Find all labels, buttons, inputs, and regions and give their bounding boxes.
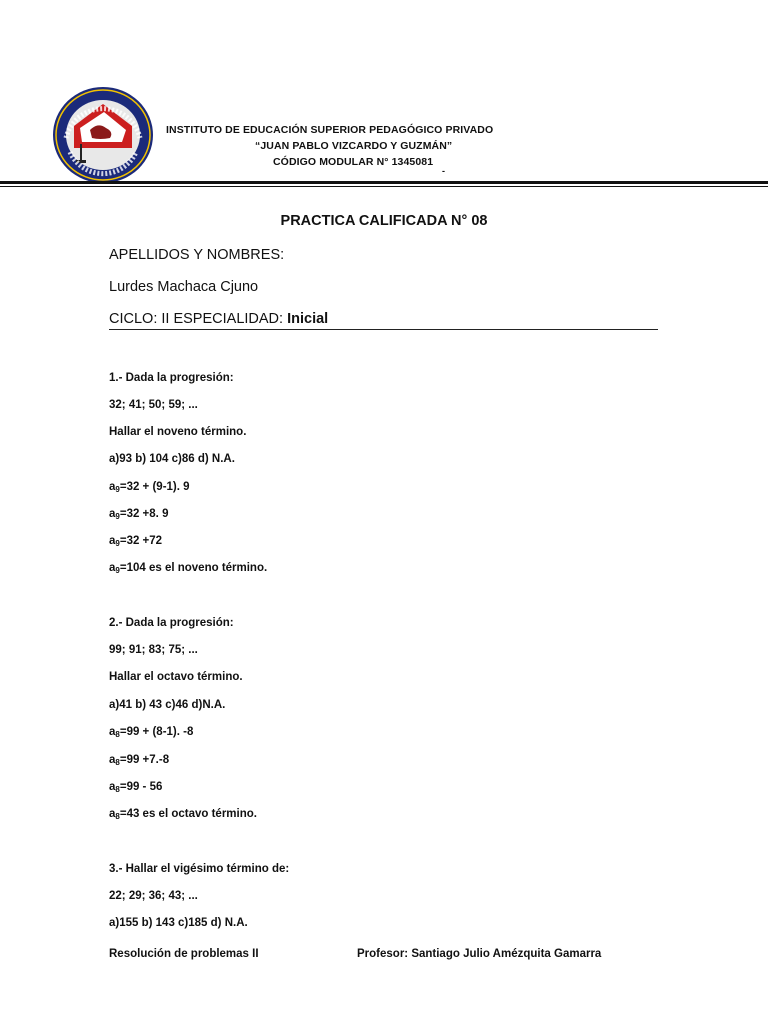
q1-prompt: Hallar el noveno término. (109, 426, 247, 438)
header-rule-thin (0, 186, 768, 187)
names-label: APELLIDOS Y NOMBRES: (109, 247, 285, 263)
student-name: Lurdes Machaca Cjuno (109, 279, 259, 295)
q1-step-2: $a_9=32 +8$. 9 (109, 508, 169, 521)
modular-code: CÓDIGO MODULAR N° 1345081 (273, 156, 434, 168)
q3-sequence: 22; 29; 36; 43; ... (109, 890, 198, 902)
q1-step-3: $a_9=32 +72$ (109, 535, 163, 548)
q2-step-1: $a_8=99 + (8-1)$. -8 (109, 726, 194, 739)
q3-options: a)155 b) 143 c)185 d) N.A. (109, 917, 248, 929)
q2-step-3: $a_8=99 - 56$ (109, 781, 163, 794)
cycle-label: CICLO: II ESPECIALIDAD: (109, 311, 284, 327)
institute-title: “JUAN PABLO VIZCARDO Y GUZMÁN” (255, 140, 453, 152)
fields-underline (109, 329, 658, 330)
q1-options: a)93 b) 104 c)86 d) N.A. (109, 453, 235, 465)
header-dash: - (442, 166, 446, 176)
q3-header: 3.- Hallar el vigésimo término de: (109, 863, 290, 875)
q1-sequence: 32; 41; 50; 59; ... (109, 399, 198, 411)
header-rule-thick (0, 181, 768, 184)
q1-step-1: $a_9=32 + (9-1)$. 9 (109, 481, 190, 494)
q2-step-2: $a_8=99 +7.-8$ (109, 754, 170, 767)
q2-header: 2.- Dada la progresión: (109, 617, 234, 629)
q2-step-4: $a_8=43$ es el octavo término. (109, 808, 257, 821)
q2-options: a)41 b) 43 c)46 d)N.A. (109, 699, 226, 711)
page-title: PRACTICA CALIFICADA N° 08 (280, 213, 488, 229)
footer-teacher: Profesor: Santiago Julio Amézquita Gamarra (357, 948, 602, 960)
q1-step-4: $a_9=104$ es el noveno término. (109, 562, 268, 575)
q1-header: 1.- Dada la progresión: (109, 372, 234, 384)
footer-course: Resolución de problemas II (109, 948, 259, 960)
q2-prompt: Hallar el octavo término. (109, 671, 243, 683)
q2-sequence: 99; 91; 83; 75; ... (109, 644, 198, 656)
specialty-value: Inicial (287, 311, 329, 327)
institute-name: INSTITUTO DE EDUCACIÓN SUPERIOR PEDAGÓGICO PRIVADO (166, 124, 494, 136)
institute-seal-logo (52, 86, 154, 184)
cycle-row (109, 311, 328, 327)
